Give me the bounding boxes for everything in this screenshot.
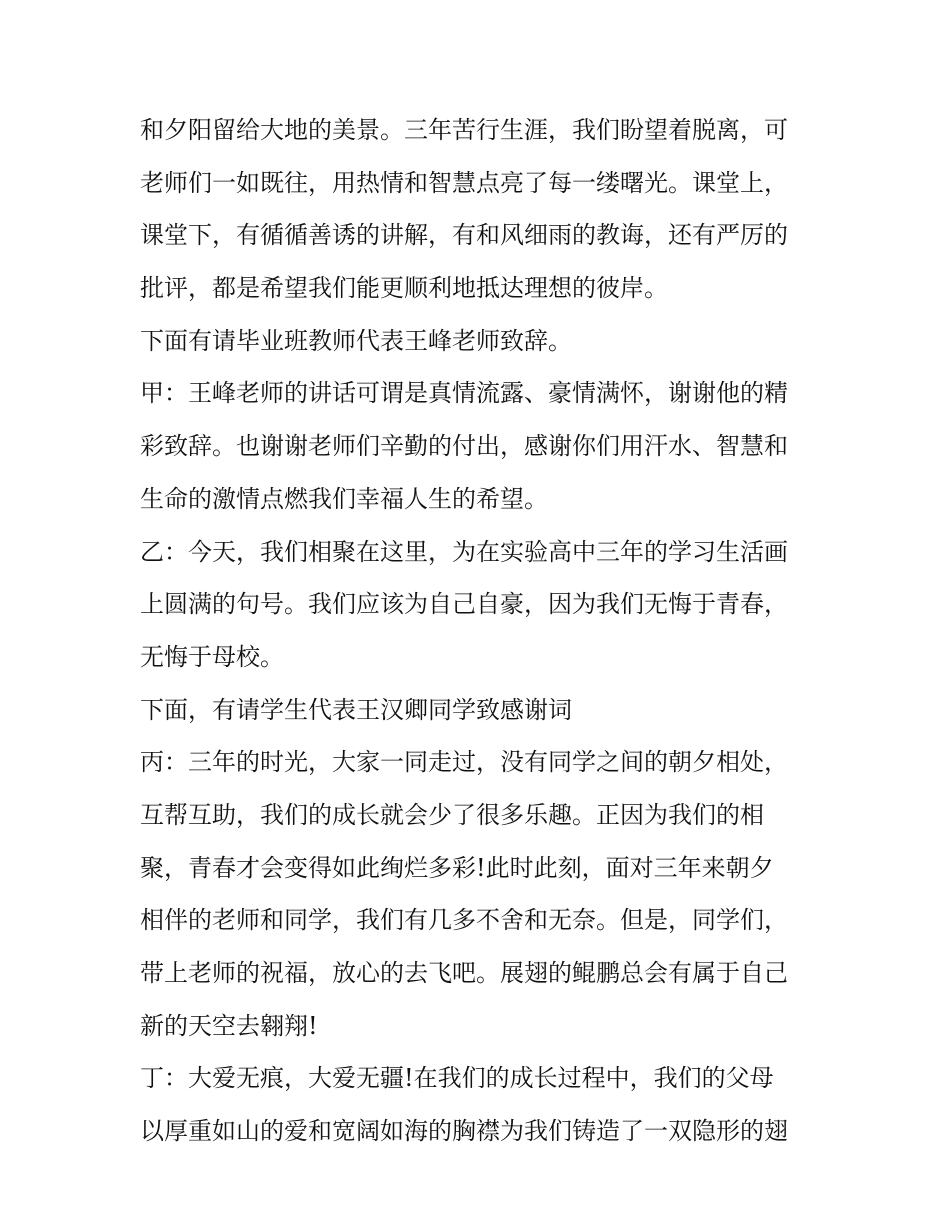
- text-line: 丙：三年的时光，大家一同走过，没有同学之间的朝夕相处，: [140, 748, 788, 777]
- text-line: 带上老师的祝福，放心的去飞吧。展翅的鲲鹏总会有属于自己: [140, 959, 788, 987]
- text-line: 下面有请毕业班教师代表王峰老师致辞。: [140, 326, 572, 355]
- text-line: 课堂下，有循循善诱的讲解，有和风细雨的教诲，还有严厉的: [140, 221, 788, 250]
- text-line: 和夕阳留给大地的美景。三年苦行生涯，我们盼望着脱离，可: [140, 116, 788, 144]
- text-line: 彩致辞。也谢谢老师们辛勤的付出，感谢你们用汗水、智慧和: [140, 432, 788, 461]
- text-line: 老师们一如既往，用热情和智慧点亮了每一缕曙光。课堂上，: [140, 168, 788, 197]
- text-line: 批评，都是希望我们能更顺利地抵达理想的彼岸。: [140, 274, 668, 303]
- document-body: [140, 104, 820, 1158]
- text-line: 乙：今天，我们相聚在这里，为在实验高中三年的学习生活画: [140, 537, 788, 566]
- text-line: 相伴的老师和同学，我们有几多不舍和无奈。但是，同学们，: [140, 906, 788, 935]
- text-line: 甲：王峰老师的讲话可谓是真情流露、豪情满怀，谢谢他的精: [140, 379, 788, 408]
- text-line: 上圆满的句号。我们应该为自己自豪，因为我们无悔于青春，: [140, 590, 788, 619]
- text-line: 丁：大爱无痕，大爱无疆!在我们的成长过程中，我们的父母: [140, 1064, 774, 1093]
- text-line: 下面，有请学生代表王汉卿同学致感谢词: [140, 695, 572, 724]
- text-line: 新的天空去翱翔!: [140, 1011, 318, 1040]
- text-line: 无悔于母校。: [140, 642, 284, 671]
- text-line: 以厚重如山的爱和宽阔如海的胸襟为我们铸造了一双隐形的翅: [140, 1117, 788, 1146]
- text-line: 聚，青春才会变得如此绚烂多彩!此时此刻，面对三年来朝夕: [140, 853, 774, 882]
- text-line: 生命的激情点燃我们幸福人生的希望。: [140, 484, 548, 513]
- text-line: 互帮互助，我们的成长就会少了很多乐趣。正因为我们的相: [140, 800, 764, 829]
